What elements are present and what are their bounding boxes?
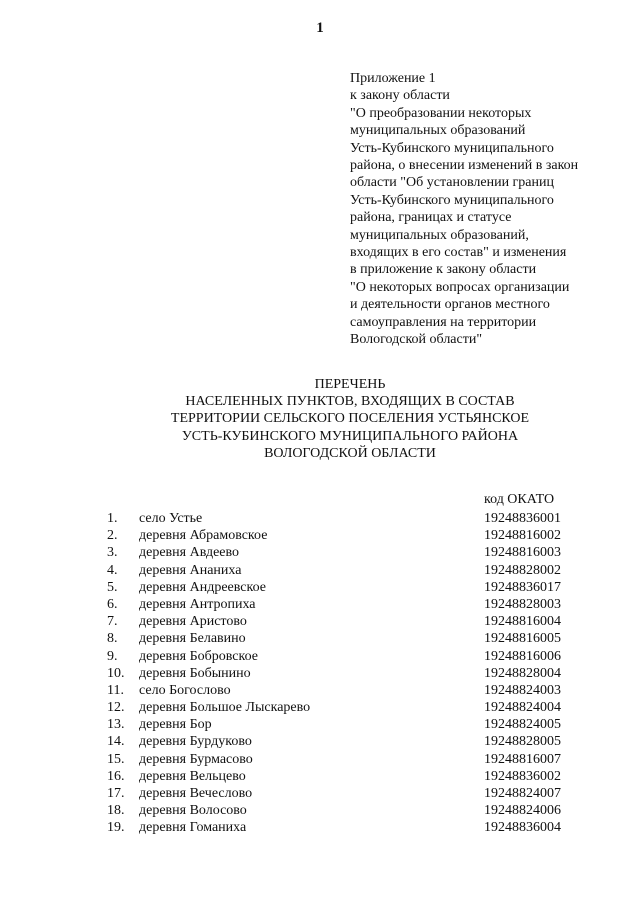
settlement-okato-code: 19248836004 [484,820,561,836]
settlement-row [0,733,640,750]
settlement-okato-code: 19248816002 [484,528,561,544]
settlement-row [0,510,640,527]
appendix-line: Усть-Кубинского муниципального [350,140,554,156]
settlement-row [0,613,640,630]
settlement-okato-code: 19248828003 [484,596,561,612]
appendix-line: входящих в его состав" и изменения [350,245,567,261]
settlement-number: 1. [107,511,118,526]
settlement-number: 12. [107,700,125,716]
settlement-number: 9. [107,648,118,664]
appendix-line: "О некоторых вопросах организации [350,279,570,295]
appendix-line: области "Об установлении границ [350,175,554,191]
settlement-okato-code: 19248816007 [484,751,561,767]
settlement-row [0,630,640,647]
settlement-row [0,768,640,785]
settlement-name: деревня Андреевское [139,579,266,595]
settlement-name: деревня Вечеслово [139,786,253,801]
settlement-number: 2. [107,528,118,544]
settlement-okato-code: 19248824003 [484,682,561,698]
settlement-number: 5. [107,579,118,595]
appendix-line: Усть-Кубинского муниципального [350,192,554,208]
settlement-name: деревня Бурмасово [139,751,253,767]
settlement-row [0,648,640,665]
settlement-okato-code: 19248824006 [484,803,561,819]
settlement-name: деревня Бурдуково [139,734,252,750]
settlement-row [0,665,640,682]
settlement-number: 19. [107,820,125,836]
appendix-block [350,70,630,349]
settlement-number: 13. [107,717,125,733]
document-title [0,376,640,462]
settlement-okato-code: 19248824004 [484,700,561,716]
settlement-okato-code: 19248828004 [484,665,561,681]
settlement-number: 4. [107,562,118,578]
settlement-okato-code: 19248836017 [484,579,561,595]
title-heading: ПЕРЕЧЕНЬ [314,377,386,392]
settlement-number: 6. [107,596,118,612]
appendix-line: муниципальных образований [350,123,526,139]
appendix-line: "О преобразовании некоторых [350,105,532,121]
appendix-line: и деятельности органов местного [350,297,550,313]
settlement-row [0,785,640,802]
settlement-row [0,579,640,596]
settlement-name: село Устье [139,511,203,526]
settlement-number: 15. [107,751,125,767]
settlement-row [0,802,640,819]
settlement-number: 11. [107,682,124,698]
settlement-name: деревня Бобровское [139,648,258,664]
title-line: УСТЬ-КУБИНСКОГО МУНИЦИПАЛЬНОГО РАЙОНА [181,428,519,444]
settlement-row [0,544,640,561]
settlement-okato-code: 19248828002 [484,562,561,578]
settlement-name: деревня Авдеево [139,545,240,561]
settlement-name: деревня Вельцево [139,768,246,784]
title-line: НАСЕЛЕННЫХ ПУНКТОВ, ВХОДЯЩИХ В СОСТАВ [185,394,515,410]
settlement-okato-code: 19248816004 [484,614,561,630]
page-number: 1 [316,20,324,36]
appendix-line: района, границах и статусе [350,210,512,226]
settlement-row [0,819,640,836]
settlement-number: 10. [107,665,125,681]
settlement-name: деревня Ананиха [139,562,242,578]
settlement-okato-code: 19248836001 [484,511,561,526]
settlement-name: деревня Гоманиха [139,820,247,836]
settlement-okato-code: 19248816003 [484,545,561,561]
settlement-number: 8. [107,631,118,647]
settlement-number: 7. [107,614,118,630]
settlement-row [0,562,640,579]
settlement-name: деревня Волосово [139,803,247,819]
appendix-line: в приложение к закону области [350,262,537,278]
title-line: ВОЛОГОДСКОЙ ОБЛАСТИ [264,445,436,461]
settlement-okato-code: 19248816006 [484,648,561,664]
settlement-name: деревня Аристово [139,614,247,630]
settlement-name: деревня Бобынино [139,665,251,681]
settlement-name: деревня Абрамовское [139,528,268,544]
settlement-name: деревня Белавино [139,631,246,647]
settlement-okato-code: 19248828005 [484,734,561,750]
settlement-okato-code: 19248824007 [484,786,561,801]
settlement-list [0,510,640,837]
title-line: ТЕРРИТОРИИ СЕЛЬСКОГО ПОСЕЛЕНИЯ УСТЬЯНСКОЕ [170,411,530,427]
settlement-name: деревня Большое Лыскарево [139,700,311,716]
settlement-number: 14. [107,734,125,750]
settlement-row [0,716,640,733]
settlement-okato-code: 19248824005 [484,717,561,733]
settlement-row [0,699,640,716]
appendix-line: Приложение 1 [350,71,436,86]
settlement-row [0,596,640,613]
settlement-number: 18. [107,803,125,819]
settlement-name: деревня Антропиха [139,596,256,612]
appendix-line: к закону области [350,88,450,104]
settlement-okato-code: 19248816005 [484,631,561,647]
appendix-line: муниципальных образований, [350,227,529,243]
settlement-row [0,527,640,544]
settlement-number: 16. [107,768,125,784]
settlement-row [0,682,640,699]
settlement-name: село Богослово [139,682,231,698]
settlement-row [0,751,640,768]
settlement-number: 17. [107,786,125,801]
appendix-line: самоуправления на территории [350,314,537,330]
settlement-okato-code: 19248836002 [484,768,561,784]
appendix-line: района, о внесении изменений в закон [350,158,579,174]
settlement-name: деревня Бор [139,717,212,733]
appendix-line: Вологодской области" [350,332,483,348]
settlement-number: 3. [107,545,118,561]
okato-code-header: код ОКАТО [484,492,555,507]
